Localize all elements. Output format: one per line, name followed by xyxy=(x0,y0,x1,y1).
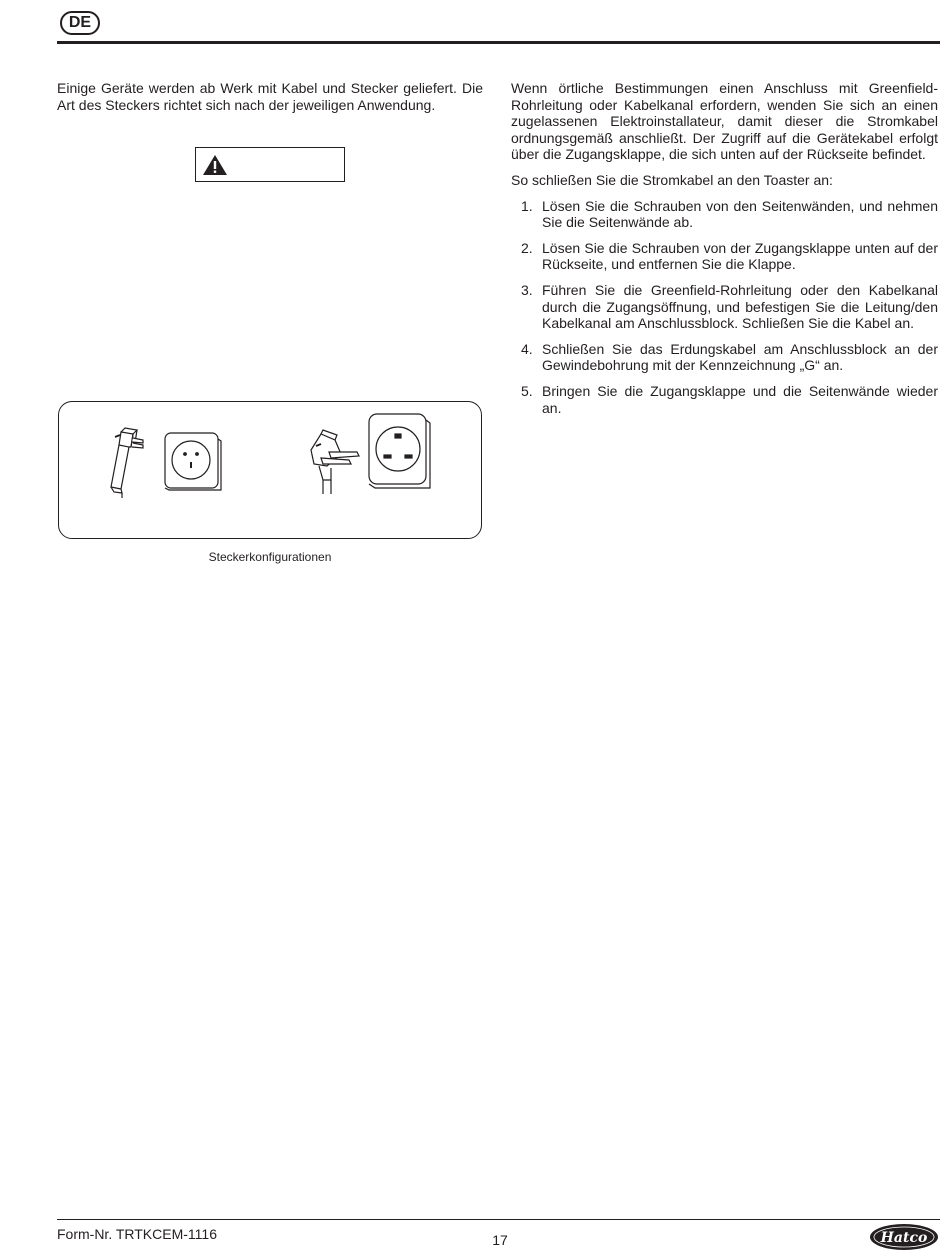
header-rule xyxy=(57,41,940,44)
greenfield-paragraph: Wenn örtliche Bestimmungen einen Anschluss mit Greenfield-Rohrleitung oder Kabelkanal erfordern, wenden Sie sich an einen zugelassenen Elektroinstallateur, damit dieser die Stromkabel ordnungsgemäß anschließt. Der Zugriff auf die Gerätekabel erfolgt über die Zugangsklappe, die sich unten auf der Rückseite befindet. xyxy=(511,80,938,163)
socket-icon-right xyxy=(369,414,430,488)
step-item: 4. Schließen Sie das Erdungskabel am Anschlussblock an der Gewindebohrung mit der Kennzeichnung „G“ an. xyxy=(521,340,938,374)
plug-icon-left xyxy=(111,428,143,498)
plug-icon-right xyxy=(311,430,359,494)
intro-paragraph: Einige Geräte werden ab Werk mit Kabel und Stecker geliefert. Die Art des Steckers richtet sich nach der jeweiligen Anwendung. xyxy=(57,80,483,113)
page-number: 17 xyxy=(492,1232,508,1248)
figure-caption: Steckerkonfigurationen xyxy=(208,550,332,564)
plug-configurations-figure xyxy=(58,401,482,539)
instruction-steps xyxy=(511,198,938,417)
step-item: 2. Lösen Sie die Schrauben von der Zugangsklappe unten auf der Rückseite, und entfernen Sie die Klappe. xyxy=(521,239,938,273)
hatco-logo xyxy=(868,1222,940,1252)
left-column xyxy=(57,80,483,122)
step-item: 1. Lösen Sie die Schrauben von den Seitenwänden, und nehmen Sie die Seitenwände ab. xyxy=(521,197,938,231)
step-item: 5. Bringen Sie die Zugangsklappe und die Seitenwände wieder an. xyxy=(521,382,938,416)
socket-icon-left xyxy=(165,433,221,490)
warning-box xyxy=(195,147,345,182)
warning-triangle-icon xyxy=(202,154,228,176)
instructions-intro: So schließen Sie die Stromkabel an den Toaster an: xyxy=(511,171,833,188)
right-column xyxy=(511,80,938,425)
svg-text:Hatco: Hatco xyxy=(880,1230,928,1246)
language-badge: DE xyxy=(60,11,100,35)
form-number: Form-Nr. TRTKCEM-1116 xyxy=(57,1226,217,1242)
footer-rule xyxy=(57,1219,940,1220)
step-item: 3. Führen Sie die Greenfield-Rohrleitung oder den Kabelkanal durch die Zugangsöffnung, und befestigen Sie die Leitung/den Kabelkanal am Anschlussblock. Schließen Sie die Kabel an. xyxy=(521,281,938,332)
